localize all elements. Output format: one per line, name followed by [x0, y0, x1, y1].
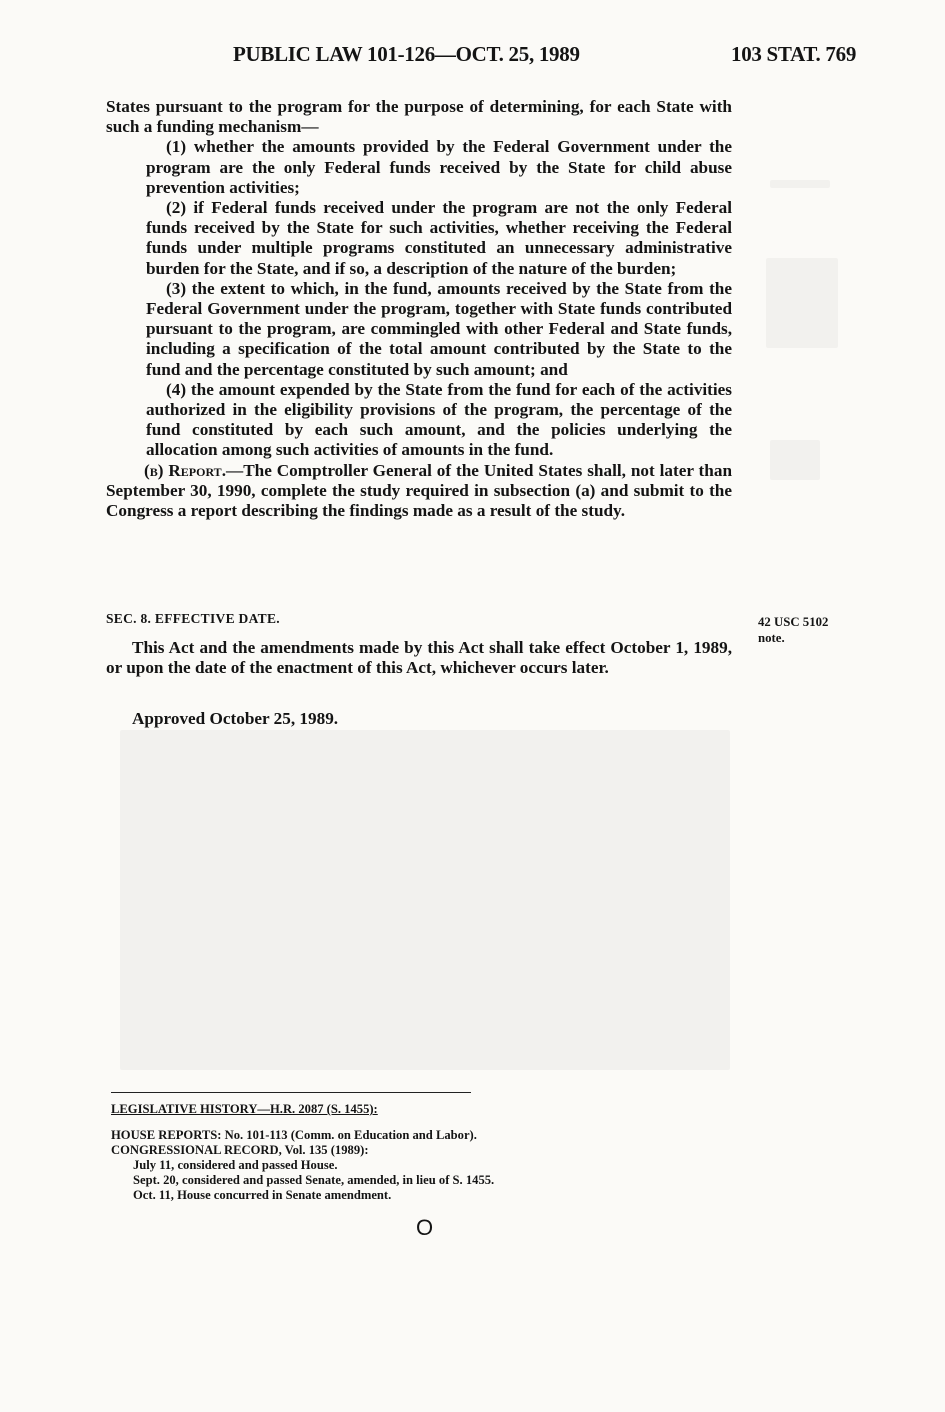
intro-paragraph: States pursuant to the program for the purpose of determining, for each State with such a funding mechanism— [106, 97, 732, 137]
end-of-document-mark: O [416, 1215, 434, 1240]
legislative-history [111, 1102, 494, 1203]
margin-note-suffix: note. [758, 631, 785, 645]
history-entry: Oct. 11, House concurred in Senate amendment. [133, 1188, 392, 1202]
bleed-through-mark [770, 180, 830, 188]
house-reports-line: HOUSE REPORTS: No. 101-113 (Comm. on Education and Labor). [111, 1128, 477, 1142]
approval-line: Approved October 25, 1989. [132, 709, 339, 728]
list-item: (3) the extent to which, in the fund, amounts received by the State from the Federal Government under the program, together with State funds contributed pursuant to the program, are commingled with other Federal and State funds, including a specification of the total amount contributed by the State to the fund and the percentage constituted by such amount; and [146, 278, 732, 379]
section-heading: SEC. 8. EFFECTIVE DATE. [106, 611, 280, 626]
report-paragraph [106, 461, 732, 522]
congressional-record-line: CONGRESSIONAL RECORD, Vol. 135 (1989): [111, 1143, 369, 1157]
effective-date-text: This Act and the amendments made by this Act shall take effect October 1, 1989, or upon the date of the enactment of this Act, whichever occurs later. [106, 638, 732, 678]
list-item: (1) whether the amounts provided by the Federal Government under the program are the only Federal funds received by the State for child abuse prevention activities; [146, 137, 732, 197]
footnote-rule [111, 1092, 471, 1093]
legislative-history-title: LEGISLATIVE HISTORY—H.R. 2087 (S. 1455): [111, 1102, 378, 1116]
history-entry: July 11, considered and passed House. [133, 1158, 338, 1172]
page-header-title: PUBLIC LAW 101-126—OCT. 25, 1989 [233, 42, 580, 66]
margin-note-citation: 42 USC 5102 [758, 615, 829, 629]
page-header-stat: 103 STAT. 769 [731, 42, 857, 66]
list-item: (2) if Federal funds received under the program are not the only Federal funds received by the State for such activities, whether receiving the Federal funds under multiple programs constituted an unnecessary administrative burden for the State, and if so, a description of the nature of the burden; [146, 198, 732, 278]
bleed-through-mark [120, 730, 730, 1070]
margin-note [758, 614, 828, 646]
study-text [106, 97, 732, 521]
bleed-through-mark [770, 440, 820, 480]
list-item: (4) the amount expended by the State from the fund for each of the activities authorized in the eligibility provisions of the program, the percentage of the fund constituted by each such amount, and the policies underlying the allocation among such activities of amounts in the fund. [146, 379, 732, 460]
history-entry: Sept. 20, considered and passed Senate, amended, in lieu of S. 1455. [133, 1173, 495, 1187]
report-text: —The Comptroller General of the United States shall, not later than September 30, 1990, complete the study required in subsection (a) and submit to the Congress a report describing the findings made as a result of the study. [106, 460, 732, 521]
report-label: (b) Report. [144, 460, 226, 480]
section-body [106, 638, 732, 678]
bleed-through-mark [766, 258, 838, 348]
